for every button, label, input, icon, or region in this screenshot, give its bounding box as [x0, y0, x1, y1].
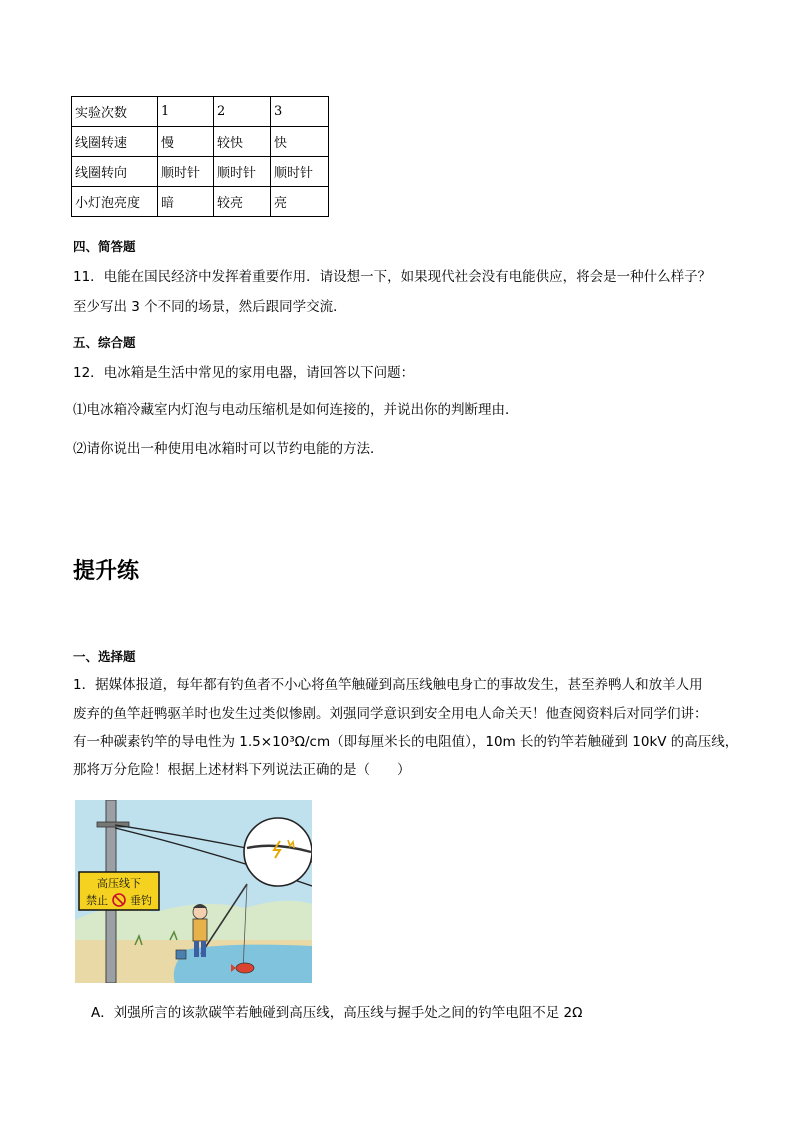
table-cell: 快 — [271, 127, 329, 157]
question-1-line-1: 1．据媒体报道，每年都有钓鱼者不小心将鱼竿触碰到高压线触电身亡的事故发生，甚至养鸭人和放羊人用 — [73, 677, 703, 693]
option-a: A．刘强所言的该款碳竿若触碰到高压线，高压线与握手处之间的钓竿电阻不足 2Ω — [91, 1005, 583, 1021]
question-11-line-2: 至少写出 3 个不同的场景，然后跟同学交流． — [73, 299, 347, 315]
table-cell: 2 — [214, 97, 271, 127]
table-cell: 顺时针 — [158, 157, 214, 187]
table-row — [72, 157, 329, 187]
table-cell: 线圈转速 — [72, 127, 158, 157]
table-cell: 3 — [271, 97, 329, 127]
table-cell: 1 — [158, 97, 214, 127]
table-cell: 顺时针 — [214, 157, 271, 187]
section-title-comprehensive: 五、综合题 — [73, 335, 136, 350]
section-title-short-answer: 四、简答题 — [73, 239, 136, 254]
question-12-part-2: ⑵请你说出一种使用电冰箱时可以节约电能的方法． — [73, 441, 384, 457]
table-cell: 线圈转向 — [72, 157, 158, 187]
table-cell: 顺时针 — [271, 157, 329, 187]
question-1-line-4: 那将万分危险！根据上述材料下列说法正确的是（ ） — [73, 762, 411, 778]
section-title-choice: 一、选择题 — [73, 649, 136, 664]
table-cell: 实验次数 — [72, 97, 158, 127]
question-12-stem: 12．电冰箱是生活中常见的家用电器，请回答以下问题： — [73, 365, 415, 381]
table-cell: 慢 — [158, 127, 214, 157]
table-row — [72, 127, 329, 157]
fishing-illustration — [75, 800, 312, 983]
question-1-line-2: 废弃的鱼竿赶鸭驱羊时也发生过类似惨剧。刘强同学意识到安全用电人命关天！他查阅资料后对同学们讲： — [73, 706, 708, 722]
sign-text-left: 禁止 — [86, 894, 108, 907]
question-1-line-3: 有一种碳素钓竿的导电性为 1.5×10³Ω/cm（即每厘米长的电阻值），10m 长的钓竿若触碰到 10kV 的高压线， — [73, 734, 739, 750]
table-cell: 小灯泡亮度 — [72, 187, 158, 217]
table-row — [72, 97, 329, 127]
table-row — [72, 187, 329, 217]
sign-text-line-1: 高压线下 — [97, 877, 141, 890]
question-11-line-1: 11．电能在国民经济中发挥着重要作用．请设想一下，如果现代社会没有电能供应，将会是一种什么样子？ — [73, 269, 712, 285]
table-cell: 亮 — [271, 187, 329, 217]
table-cell: 较快 — [214, 127, 271, 157]
sign-text-right: 垂钓 — [130, 894, 152, 907]
question-12-part-1: ⑴电冰箱冷藏室内灯泡与电动压缩机是如何连接的，并说出你的判断理由． — [73, 402, 519, 418]
table-cell: 暗 — [158, 187, 214, 217]
table-cell: 较亮 — [214, 187, 271, 217]
experiment-table — [71, 96, 329, 217]
page-heading: 提升练 — [73, 559, 140, 584]
